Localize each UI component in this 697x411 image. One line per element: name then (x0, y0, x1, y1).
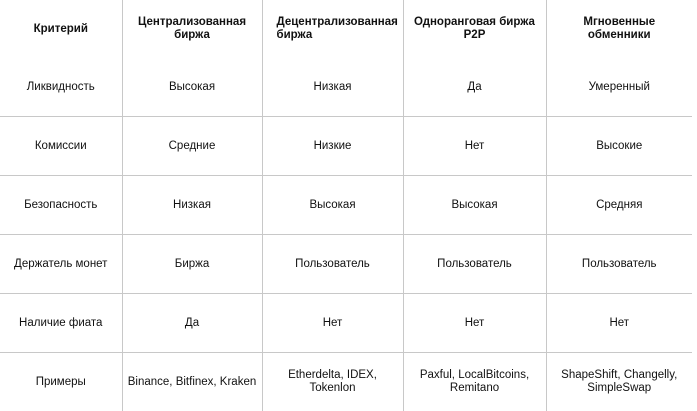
table-cell: Высокая (122, 58, 262, 117)
row-label: Примеры (0, 353, 122, 411)
row-label: Комиссии (0, 117, 122, 176)
row-label: Безопасность (0, 176, 122, 235)
row-label: Ликвидность (0, 58, 122, 117)
table-cell: Пользователь (403, 235, 546, 294)
table-cell: Пользователь (546, 235, 692, 294)
table-header-row (0, 0, 692, 58)
table-cell: Paxful, LocalBitcoins, Remitano (403, 353, 546, 411)
header-decentralized: Децентрализованная биржа (262, 0, 403, 58)
table-cell: Высокие (546, 117, 692, 176)
table-cell: Умеренный (546, 58, 692, 117)
table-cell: Нет (403, 117, 546, 176)
table-cell: ShapeShift, Changelly, SimpleSwap (561, 369, 678, 394)
table-cell: Нет (403, 294, 546, 353)
table-row (0, 235, 692, 294)
table-cell: Да (122, 294, 262, 353)
table-cell: Binance, Bitfinex, Kraken (122, 353, 262, 411)
table-row (0, 353, 692, 411)
header-centralized: Централизованная биржа (122, 0, 262, 58)
header-p2p: Одноранговая биржа P2P (403, 0, 546, 58)
row-label: Держатель монет (0, 235, 122, 294)
table-cell: Высокая (262, 176, 403, 235)
table-cell: Нет (546, 294, 692, 353)
table-row (0, 58, 692, 117)
header-instant: Мгновенные обменники (583, 16, 656, 41)
table-cell: Пользователь (262, 235, 403, 294)
table-cell: Средние (122, 117, 262, 176)
table-cell: Etherdelta, IDEX, Tokenlon (262, 353, 403, 411)
table-cell: Низкие (262, 117, 403, 176)
table-row (0, 294, 692, 353)
table-cell: Высокая (403, 176, 546, 235)
table-row (0, 117, 692, 176)
header-criterion: Критерий (0, 0, 122, 58)
table-cell: Биржа (122, 235, 262, 294)
table-cell: Средняя (546, 176, 692, 235)
table-cell: Низкая (262, 58, 403, 117)
row-label: Наличие фиата (0, 294, 122, 353)
table-row (0, 176, 692, 235)
table-cell: Нет (262, 294, 403, 353)
table-cell: Да (403, 58, 546, 117)
table-cell: Низкая (122, 176, 262, 235)
